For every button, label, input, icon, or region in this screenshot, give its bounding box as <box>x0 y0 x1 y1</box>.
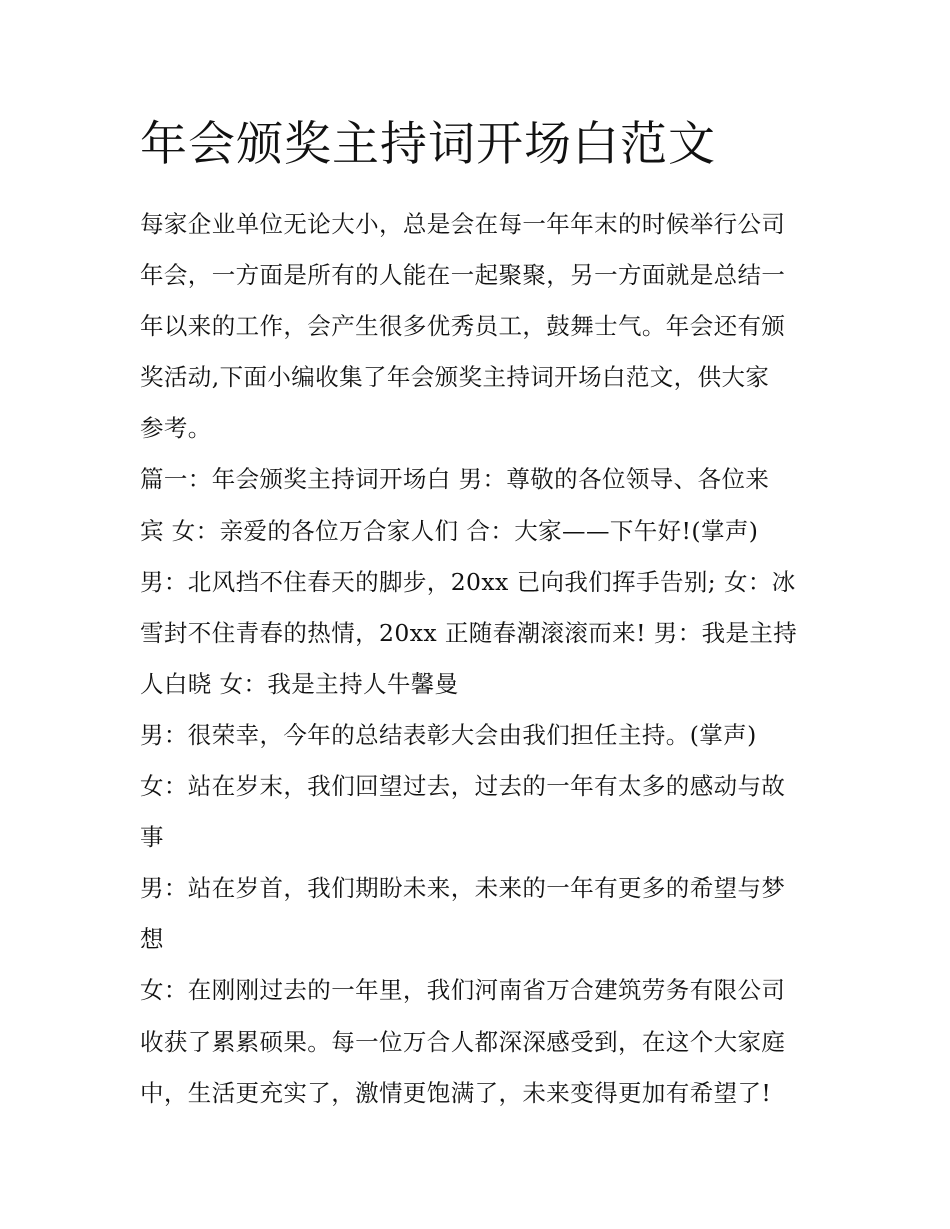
text-line: 事 <box>140 823 164 852</box>
text-line: 奖活动,下面小编收集了年会颁奖主持词开场白范文，供大家 <box>140 363 770 392</box>
text-line: 人白晓 女：我是主持人牛馨曼 <box>140 669 459 698</box>
text-line: 女：站在岁末，我们回望过去，过去的一年有太多的感动与故 <box>140 772 786 801</box>
text-line: 男：很荣幸，今年的总结表彰大会由我们担任主持。(掌声) <box>140 720 757 749</box>
text-line: 雪封不住青春的热情，20xx 正随春潮滚滚而来! 男：我是主持 <box>140 618 798 647</box>
text-line: 男：站在岁首，我们期盼未来，未来的一年有更多的希望与梦 <box>140 874 786 903</box>
document-body <box>140 199 820 1119</box>
text-line: 每家企业单位无论大小，总是会在每一年年末的时候举行公司 <box>140 210 786 238</box>
text-line: 中，生活更充实了，激情更饱满了，未来变得更加有希望了! <box>140 1078 772 1107</box>
text-line: 收获了累累硕果。每一位万合人都深深感受到，在这个大家庭 <box>140 1027 786 1056</box>
text-line: 宾 女：亲爱的各位万合家人们 合：大家——下午好!(掌声) <box>140 516 759 545</box>
text-line: 年以来的工作，会产生很多优秀员工，鼓舞士气。年会还有颁 <box>140 312 786 341</box>
text-line: 想 <box>140 925 164 954</box>
text-line: 篇一：年会颁奖主持词开场白 男：尊敬的各位领导、各位来 <box>140 465 770 494</box>
document-title: 年会颁奖主持词开场白范文 <box>140 117 716 172</box>
text-line: 参考。 <box>140 414 212 443</box>
text-line: 男：北风挡不住春天的脚步，20xx 已向我们挥手告别; 女：冰 <box>140 567 796 596</box>
text-line: 年会，一方面是所有的人能在一起聚聚，另一方面就是总结一 <box>140 261 786 290</box>
text-line: 女：在刚刚过去的一年里，我们河南省万合建筑劳务有限公司 <box>140 976 786 1005</box>
